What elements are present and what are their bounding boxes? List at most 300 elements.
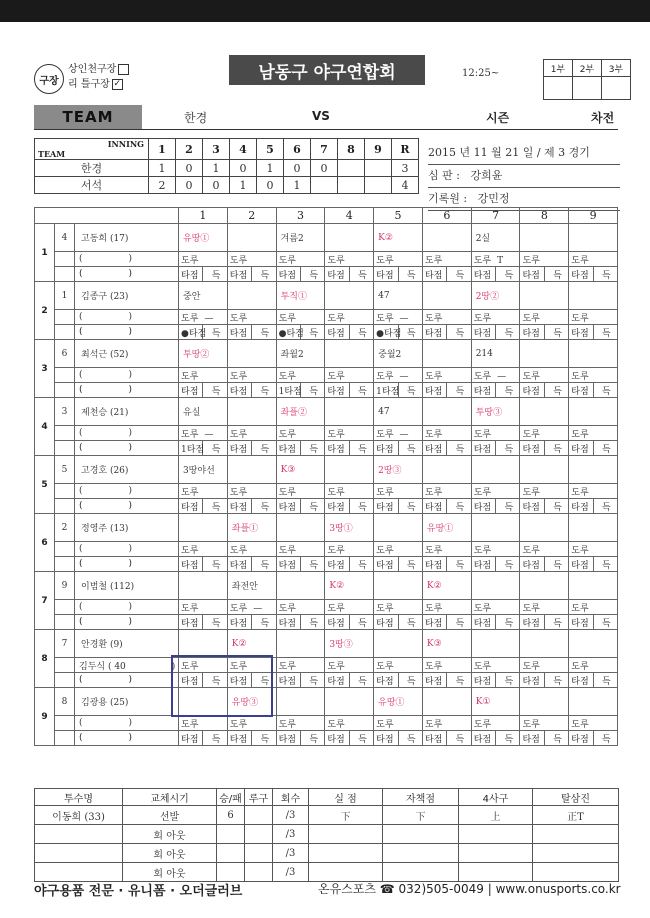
stolen-base-cell[interactable]: 도루 (179, 600, 228, 615)
rbi-cell[interactable]: 타점 (569, 383, 593, 398)
line-total[interactable]: 4 (392, 177, 419, 194)
at-bat-result[interactable] (374, 514, 423, 542)
stolen-base-cell[interactable]: 도루 (276, 484, 325, 499)
line-cell[interactable]: 1 (230, 177, 257, 194)
stolen-base-cell[interactable]: 도루 (325, 484, 374, 499)
rbi-cell[interactable]: 타점 (276, 615, 300, 630)
run-cell[interactable]: 득 (300, 267, 324, 282)
stolen-base-cell[interactable]: 도루 (227, 426, 276, 441)
stolen-base-cell[interactable]: 도루 (179, 368, 228, 383)
at-bat-result[interactable] (227, 282, 276, 310)
run-cell[interactable]: 득 (496, 267, 520, 282)
rbi-cell[interactable]: 타점 (520, 325, 544, 340)
run-cell[interactable]: 득 (252, 731, 276, 746)
stolen-base-cell[interactable]: 도루 (471, 484, 520, 499)
at-bat-result[interactable]: 좌월2 (276, 340, 325, 368)
run-cell[interactable]: 득 (252, 383, 276, 398)
batter-position[interactable]: 3 (55, 398, 75, 426)
run-cell[interactable]: 득 (252, 615, 276, 630)
stolen-base-cell[interactable]: 도루 (179, 542, 228, 557)
rbi-cell[interactable]: 타점 (227, 267, 251, 282)
pitching-runs[interactable] (309, 844, 383, 863)
run-cell[interactable]: 득 (544, 731, 568, 746)
at-bat-result[interactable] (179, 630, 228, 658)
batter-position[interactable]: 2 (55, 514, 75, 542)
stolen-base-cell[interactable]: 도루 (569, 542, 618, 557)
at-bat-result[interactable]: K③ (422, 630, 471, 658)
rbi-cell[interactable]: 타점 (569, 325, 593, 340)
part-1-label[interactable]: 1부 (544, 60, 573, 77)
line-cell[interactable]: 0 (176, 177, 203, 194)
rbi-cell[interactable]: 타점 (325, 557, 349, 572)
rbi-cell[interactable]: 타점 (569, 499, 593, 514)
at-bat-result[interactable]: 3땅야선 (179, 456, 228, 484)
batter-position[interactable]: 4 (55, 224, 75, 252)
rbi-cell[interactable]: 타점 (227, 615, 251, 630)
run-cell[interactable]: 득 (593, 673, 617, 688)
rbi-cell[interactable]: 타점 (227, 557, 251, 572)
line-cell[interactable] (338, 160, 365, 177)
at-bat-result[interactable] (569, 630, 618, 658)
run-cell[interactable]: 득 (300, 557, 324, 572)
batter-name[interactable]: 안경환 (9) (75, 630, 179, 658)
rbi-cell[interactable]: 타점 (422, 557, 446, 572)
rbi-cell[interactable]: 타점 (569, 267, 593, 282)
pitching-innings[interactable]: /3 (273, 806, 309, 825)
pitching-bb[interactable] (459, 825, 533, 844)
stolen-base-cell[interactable]: 도루 (227, 658, 276, 673)
line-cell[interactable] (365, 177, 392, 194)
run-cell[interactable]: 득 (203, 673, 227, 688)
rbi-cell[interactable]: 타점 (569, 615, 593, 630)
at-bat-result[interactable] (520, 282, 569, 310)
stolen-base-cell[interactable]: 도루 (471, 310, 520, 325)
pitching-timing[interactable]: 선발 (123, 806, 217, 825)
stolen-base-cell[interactable]: 도루 (276, 542, 325, 557)
at-bat-result[interactable]: 유땅① (422, 514, 471, 542)
run-cell[interactable]: 득 (593, 499, 617, 514)
pitching-wl[interactable] (217, 825, 245, 844)
run-cell[interactable]: 득 (544, 557, 568, 572)
at-bat-result[interactable] (227, 224, 276, 252)
rbi-cell[interactable]: 타점 (422, 441, 446, 456)
run-cell[interactable]: 득 (252, 267, 276, 282)
rbi-cell[interactable]: 1타점 (374, 383, 398, 398)
stolen-base-cell[interactable]: 도루 (569, 600, 618, 615)
batter-position[interactable]: 1 (55, 282, 75, 310)
batter-name[interactable]: 최석근 (52) (75, 340, 179, 368)
stolen-base-cell[interactable]: 도루 (569, 484, 618, 499)
stolen-base-cell[interactable]: 도루 (471, 426, 520, 441)
line-cell[interactable]: 1 (203, 160, 230, 177)
rbi-cell[interactable]: 타점 (422, 731, 446, 746)
run-cell[interactable]: 득 (593, 615, 617, 630)
run-cell[interactable]: 득 (496, 673, 520, 688)
at-bat-result[interactable]: 좌전안 (227, 572, 276, 600)
part-3-label[interactable]: 3부 (602, 60, 631, 77)
pitching-rugu[interactable] (245, 806, 273, 825)
at-bat-result[interactable] (179, 514, 228, 542)
stolen-base-cell[interactable]: 도루 (422, 310, 471, 325)
stolen-base-cell[interactable]: 도루 (325, 658, 374, 673)
line-team[interactable]: 한경 (35, 160, 149, 177)
at-bat-result[interactable] (227, 340, 276, 368)
line-cell[interactable] (311, 177, 338, 194)
rbi-cell[interactable]: 타점 (520, 557, 544, 572)
rbi-cell[interactable]: 타점 (374, 267, 398, 282)
at-bat-result[interactable] (374, 572, 423, 600)
stolen-base-cell[interactable]: 도루 (422, 658, 471, 673)
rbi-cell[interactable]: 타점 (374, 557, 398, 572)
at-bat-result[interactable]: K② (422, 572, 471, 600)
substitute-name[interactable]: ( ) (75, 368, 179, 383)
at-bat-result[interactable] (325, 340, 374, 368)
pitching-runs[interactable]: 下 (309, 806, 383, 825)
game-date[interactable]: 2015 년 11 월 21 일 / 제 3 경기 (428, 142, 620, 165)
pitching-innings[interactable]: /3 (273, 863, 309, 882)
pitching-rugu[interactable] (245, 825, 273, 844)
rbi-cell[interactable]: 타점 (520, 441, 544, 456)
substitute-name[interactable]: ( ) (75, 716, 179, 731)
pitching-rugu[interactable] (245, 844, 273, 863)
run-cell[interactable]: 득 (447, 499, 471, 514)
run-cell[interactable]: 득 (447, 383, 471, 398)
at-bat-result[interactable]: 유땅① (179, 224, 228, 252)
stolen-base-cell[interactable]: 도루 (227, 252, 276, 267)
at-bat-result[interactable] (227, 456, 276, 484)
line-cell[interactable]: 1 (257, 160, 284, 177)
run-cell[interactable]: 득 (349, 731, 373, 746)
run-cell[interactable]: 득 (203, 441, 227, 456)
rbi-cell[interactable]: 타점 (325, 325, 349, 340)
pitching-wl[interactable] (217, 844, 245, 863)
run-cell[interactable]: 득 (544, 383, 568, 398)
rbi-cell[interactable]: 타점 (276, 731, 300, 746)
pitching-pitcher[interactable] (35, 863, 123, 882)
rbi-cell[interactable]: 타점 (471, 499, 495, 514)
run-cell[interactable]: 득 (349, 499, 373, 514)
stadium-option-2[interactable]: 리 틀구장 ✓ (68, 78, 122, 90)
stolen-base-cell[interactable]: 도루 (276, 716, 325, 731)
run-cell[interactable]: 득 (349, 441, 373, 456)
rbi-cell[interactable]: ●타점 (374, 325, 398, 340)
rbi-cell[interactable]: 타점 (227, 325, 251, 340)
stolen-base-cell[interactable]: 도루 — (374, 426, 423, 441)
rbi-cell[interactable]: 타점 (374, 499, 398, 514)
stolen-base-cell[interactable]: 도루 (520, 600, 569, 615)
stolen-base-cell[interactable]: 도루 (325, 310, 374, 325)
rbi-cell[interactable]: 타점 (471, 731, 495, 746)
pitching-pitcher[interactable] (35, 825, 123, 844)
rbi-cell[interactable]: 타점 (179, 383, 203, 398)
run-cell[interactable]: 득 (496, 499, 520, 514)
rbi-cell[interactable]: 타점 (520, 673, 544, 688)
pitching-innings[interactable]: /3 (273, 844, 309, 863)
run-cell[interactable]: 득 (398, 499, 422, 514)
at-bat-result[interactable] (471, 456, 520, 484)
rbi-cell[interactable]: 1타점 (276, 383, 300, 398)
run-cell[interactable]: 득 (496, 383, 520, 398)
rbi-cell[interactable]: 타점 (471, 557, 495, 572)
stolen-base-cell[interactable]: 도루 (227, 542, 276, 557)
substitute-name[interactable]: 김두식 ( 40 ) (75, 658, 179, 673)
at-bat-result[interactable]: 2실 (471, 224, 520, 252)
batter-position[interactable]: 9 (55, 572, 75, 600)
run-cell[interactable]: 득 (544, 267, 568, 282)
run-cell[interactable]: 득 (447, 673, 471, 688)
rbi-cell[interactable]: 타점 (520, 499, 544, 514)
recorder-name[interactable]: 강민정 (477, 192, 510, 205)
stolen-base-cell[interactable]: 도루 (325, 368, 374, 383)
rbi-cell[interactable]: 타점 (422, 673, 446, 688)
stolen-base-cell[interactable]: 도루 (520, 426, 569, 441)
run-cell[interactable]: 득 (544, 325, 568, 340)
stolen-base-cell[interactable]: 도루 (276, 600, 325, 615)
at-bat-result[interactable] (374, 630, 423, 658)
run-cell[interactable]: 득 (349, 325, 373, 340)
rbi-cell[interactable]: 타점 (471, 673, 495, 688)
stolen-base-cell[interactable]: 도루 (520, 484, 569, 499)
run-cell[interactable]: 득 (300, 325, 324, 340)
at-bat-result[interactable]: K① (471, 688, 520, 716)
at-bat-result[interactable]: 47 (374, 398, 423, 426)
rbi-cell[interactable]: 타점 (179, 267, 203, 282)
run-cell[interactable]: 득 (496, 441, 520, 456)
stolen-base-cell[interactable]: 도루 (471, 542, 520, 557)
substitute-name[interactable]: ( ) (75, 310, 179, 325)
rbi-cell[interactable]: 1타점 (179, 441, 203, 456)
at-bat-result[interactable] (471, 572, 520, 600)
at-bat-result[interactable]: K② (227, 630, 276, 658)
stolen-base-cell[interactable]: 도루 (520, 310, 569, 325)
rbi-cell[interactable]: 타점 (227, 673, 251, 688)
stolen-base-cell[interactable]: 도루 (520, 716, 569, 731)
at-bat-result[interactable] (325, 688, 374, 716)
run-cell[interactable]: 득 (300, 441, 324, 456)
rbi-cell[interactable]: 타점 (325, 499, 349, 514)
stolen-base-cell[interactable]: 도루 (374, 658, 423, 673)
rbi-cell[interactable]: 타점 (422, 615, 446, 630)
rbi-cell[interactable]: 타점 (374, 673, 398, 688)
stolen-base-cell[interactable]: 도루 — (374, 310, 423, 325)
stolen-base-cell[interactable]: 도루 (520, 368, 569, 383)
stolen-base-cell[interactable]: 도루 — (179, 310, 228, 325)
line-cell[interactable]: 0 (311, 160, 338, 177)
at-bat-result[interactable] (569, 398, 618, 426)
rbi-cell[interactable]: 타점 (520, 267, 544, 282)
batter-name[interactable]: 제천승 (21) (75, 398, 179, 426)
line-cell[interactable]: 2 (149, 177, 176, 194)
stolen-base-cell[interactable]: 도루 (422, 542, 471, 557)
at-bat-result[interactable]: 3땅① (325, 514, 374, 542)
line-cell[interactable]: 0 (176, 160, 203, 177)
at-bat-result[interactable] (422, 282, 471, 310)
at-bat-result[interactable]: 투땅② (179, 340, 228, 368)
rbi-cell[interactable]: 타점 (179, 615, 203, 630)
run-cell[interactable]: 득 (544, 615, 568, 630)
run-cell[interactable]: 득 (447, 325, 471, 340)
stolen-base-cell[interactable]: 도루 (276, 426, 325, 441)
run-cell[interactable]: 득 (447, 557, 471, 572)
at-bat-result[interactable] (422, 456, 471, 484)
stolen-base-cell[interactable]: 도루 (325, 426, 374, 441)
pitching-so[interactable] (533, 844, 619, 863)
substitute-name[interactable]: ( ) (75, 542, 179, 557)
rbi-cell[interactable]: 타점 (325, 731, 349, 746)
at-bat-result[interactable] (569, 688, 618, 716)
rbi-cell[interactable]: 타점 (422, 499, 446, 514)
stolen-base-cell[interactable]: 도루 (227, 310, 276, 325)
at-bat-result[interactable] (569, 340, 618, 368)
at-bat-result[interactable] (325, 398, 374, 426)
at-bat-result[interactable] (325, 224, 374, 252)
at-bat-result[interactable]: 2땅② (471, 282, 520, 310)
at-bat-result[interactable]: 유실 (179, 398, 228, 426)
rbi-cell[interactable]: 타점 (325, 673, 349, 688)
at-bat-result[interactable] (569, 282, 618, 310)
checkbox-checked-icon[interactable]: ✓ (113, 78, 122, 89)
rbi-cell[interactable]: 타점 (325, 615, 349, 630)
rbi-cell[interactable]: 타점 (569, 557, 593, 572)
at-bat-result[interactable]: K② (374, 224, 423, 252)
at-bat-result[interactable] (422, 224, 471, 252)
stolen-base-cell[interactable]: 도루 (276, 252, 325, 267)
substitute-name[interactable]: ( ) (75, 600, 179, 615)
at-bat-result[interactable] (520, 514, 569, 542)
stolen-base-cell[interactable]: 도루 (227, 368, 276, 383)
stolen-base-cell[interactable]: 도루 (325, 716, 374, 731)
run-cell[interactable]: 득 (496, 557, 520, 572)
run-cell[interactable]: 득 (398, 267, 422, 282)
at-bat-result[interactable] (179, 572, 228, 600)
batter-name[interactable]: 김종구 (23) (75, 282, 179, 310)
stolen-base-cell[interactable]: 도루 (569, 426, 618, 441)
line-total[interactable]: 3 (392, 160, 419, 177)
run-cell[interactable]: 득 (447, 731, 471, 746)
rbi-cell[interactable]: ●타점 (276, 325, 300, 340)
rbi-cell[interactable]: ●타점 (179, 325, 203, 340)
stolen-base-cell[interactable]: 도루 T (471, 252, 520, 267)
at-bat-result[interactable] (471, 514, 520, 542)
rbi-cell[interactable]: 타점 (471, 325, 495, 340)
pitching-wl[interactable]: 6 (217, 806, 245, 825)
stolen-base-cell[interactable]: 도루 (471, 716, 520, 731)
stolen-base-cell[interactable]: 도루 — (179, 426, 228, 441)
stolen-base-cell[interactable]: 도루 (276, 658, 325, 673)
rbi-cell[interactable]: 타점 (520, 383, 544, 398)
rbi-cell[interactable]: 타점 (422, 325, 446, 340)
at-bat-result[interactable]: K② (325, 572, 374, 600)
line-cell[interactable]: 0 (284, 160, 311, 177)
stolen-base-cell[interactable]: 도루 — (374, 368, 423, 383)
stolen-base-cell[interactable]: 도루 (179, 716, 228, 731)
stolen-base-cell[interactable]: 도루 (325, 542, 374, 557)
at-bat-result[interactable]: 유땅① (374, 688, 423, 716)
run-cell[interactable]: 득 (447, 615, 471, 630)
run-cell[interactable]: 득 (203, 325, 227, 340)
rbi-cell[interactable]: 타점 (227, 383, 251, 398)
run-cell[interactable]: 득 (252, 673, 276, 688)
rbi-cell[interactable]: 타점 (227, 731, 251, 746)
run-cell[interactable]: 득 (349, 673, 373, 688)
pitching-bb[interactable]: 上 (459, 806, 533, 825)
batter-name[interactable]: 고동희 (17) (75, 224, 179, 252)
at-bat-result[interactable] (422, 688, 471, 716)
run-cell[interactable]: 득 (398, 325, 422, 340)
stolen-base-cell[interactable]: 도루 (179, 658, 228, 673)
at-bat-result[interactable]: 투직① (276, 282, 325, 310)
stolen-base-cell[interactable]: 도루 (520, 252, 569, 267)
at-bat-result[interactable] (520, 224, 569, 252)
stadium-option-1[interactable]: 상인천구장 (68, 62, 129, 77)
stolen-base-cell[interactable]: 도루 (422, 368, 471, 383)
at-bat-result[interactable] (520, 688, 569, 716)
pitching-so[interactable]: 正T (533, 806, 619, 825)
batter-name[interactable]: 고경호 (26) (75, 456, 179, 484)
pitching-er[interactable] (383, 825, 459, 844)
line-cell[interactable]: 1 (284, 177, 311, 194)
run-cell[interactable]: 득 (593, 325, 617, 340)
run-cell[interactable]: 득 (544, 441, 568, 456)
rbi-cell[interactable]: 타점 (374, 731, 398, 746)
run-cell[interactable]: 득 (349, 615, 373, 630)
stolen-base-cell[interactable]: 도루 (422, 484, 471, 499)
stolen-base-cell[interactable]: 도루 (227, 484, 276, 499)
stolen-base-cell[interactable]: 도루 (569, 368, 618, 383)
run-cell[interactable]: 득 (398, 383, 422, 398)
stolen-base-cell[interactable]: 도루 (276, 310, 325, 325)
pitching-pitcher[interactable]: 이동희 (33) (35, 806, 123, 825)
run-cell[interactable]: 득 (544, 673, 568, 688)
rbi-cell[interactable]: 타점 (276, 267, 300, 282)
run-cell[interactable]: 득 (447, 267, 471, 282)
stolen-base-cell[interactable]: 도루 (325, 252, 374, 267)
part-2-label[interactable]: 2부 (573, 60, 602, 77)
rbi-cell[interactable]: 타점 (374, 441, 398, 456)
batter-position[interactable]: 5 (55, 456, 75, 484)
stolen-base-cell[interactable]: 도루 (569, 658, 618, 673)
at-bat-result[interactable] (422, 398, 471, 426)
at-bat-result[interactable]: 214 (471, 340, 520, 368)
pitching-innings[interactable]: /3 (273, 825, 309, 844)
substitute-name[interactable]: ( ) (75, 426, 179, 441)
rbi-cell[interactable]: 타점 (276, 557, 300, 572)
at-bat-result[interactable] (325, 456, 374, 484)
batter-position[interactable]: 6 (55, 340, 75, 368)
rbi-cell[interactable]: 타점 (471, 441, 495, 456)
run-cell[interactable]: 득 (447, 441, 471, 456)
run-cell[interactable]: 득 (203, 731, 227, 746)
rbi-cell[interactable]: 타점 (374, 615, 398, 630)
rbi-cell[interactable]: 타점 (520, 615, 544, 630)
line-cell[interactable]: 0 (230, 160, 257, 177)
run-cell[interactable]: 득 (252, 325, 276, 340)
run-cell[interactable]: 득 (593, 557, 617, 572)
line-team[interactable]: 서석 (35, 177, 149, 194)
batter-name[interactable]: 정영주 (13) (75, 514, 179, 542)
run-cell[interactable]: 득 (252, 441, 276, 456)
stolen-base-cell[interactable]: 도루 (520, 542, 569, 557)
run-cell[interactable]: 득 (496, 325, 520, 340)
run-cell[interactable]: 득 (593, 731, 617, 746)
run-cell[interactable]: 득 (398, 731, 422, 746)
batter-name[interactable]: 이범철 (112) (75, 572, 179, 600)
at-bat-result[interactable]: 좌플② (276, 398, 325, 426)
checkbox-icon[interactable] (118, 64, 129, 75)
run-cell[interactable]: 득 (252, 557, 276, 572)
substitute-name[interactable]: ( ) (75, 484, 179, 499)
stolen-base-cell[interactable]: 도루 (422, 252, 471, 267)
